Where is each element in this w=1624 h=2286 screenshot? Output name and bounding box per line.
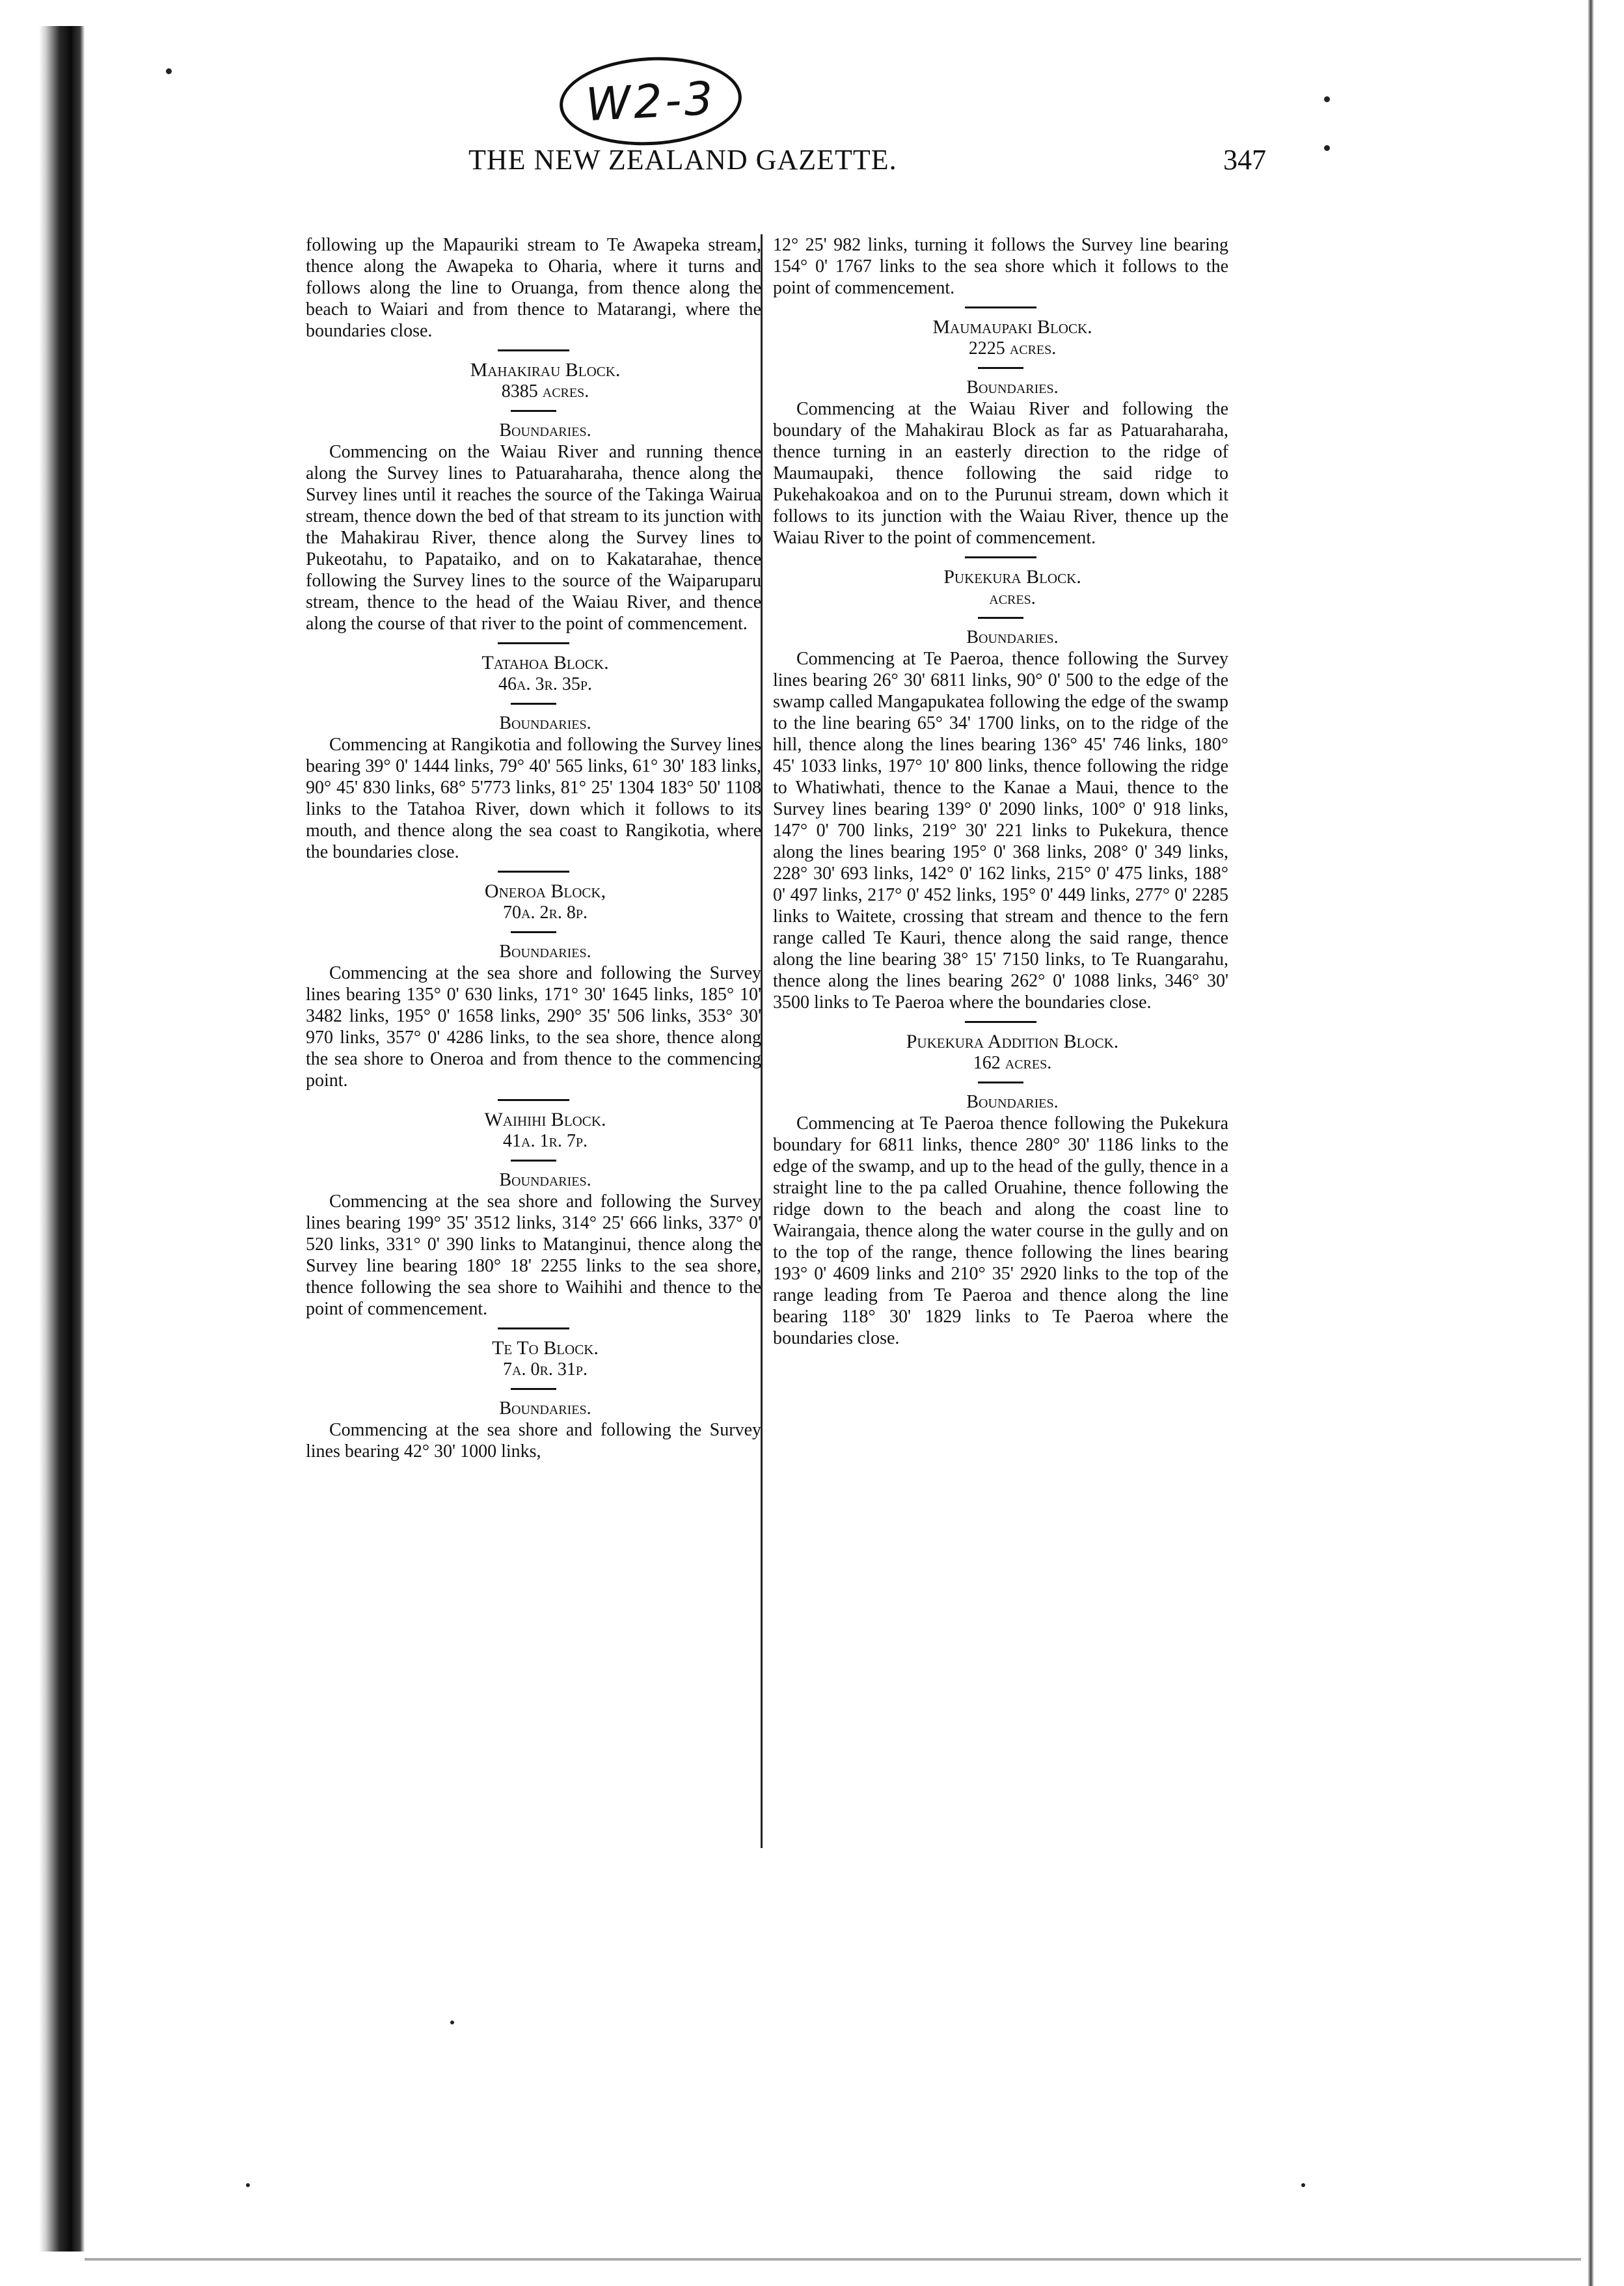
boundaries-heading: Boundaries. (499, 713, 591, 733)
page-binding-shadow (39, 26, 85, 2252)
block-area: 46a. 3r. 35p. (498, 674, 592, 694)
speck (450, 2021, 454, 2024)
block-title-te-to: Te To Block. (492, 1337, 599, 1359)
boundary-description: Commencing at the sea shore and following the Survey lines bearing 135° 0' 630 links, 171° 30' 1645 links, 185° 10' 3482 links, 195° 0' 1658 links, 290° 35' 506 links, 353° 30' 970 links, 357° 0' 4286 links, to the sea shore, thence along the sea shore to Oneroa and from thence to the commencing point. (306, 963, 761, 1091)
block-title-waihihi: Waihihi Block. (484, 1109, 606, 1130)
section-rule (965, 1021, 1036, 1023)
block-title-mahakirau: Mahakirau Block. (470, 359, 621, 381)
left-column (306, 234, 761, 1462)
section-rule (498, 1099, 569, 1101)
boundary-description: Commencing at the sea shore and following the Survey lines bearing 42° 30' 1000 links, (306, 1420, 761, 1462)
boundary-description: Commencing on the Waiau River and running thence along the Survey lines to Patuaraharaha, thence along the Survey lines until it reaches the source of the Takinga Wairua stream, thence down the bed of that stream to its junction with the Mahakirau River, thence along the Survey lines to Pukeotahu, to Papataiko, and on to Kakatarahae, thence following the Survey lines to the source of the Waiparuparu stream, thence to the head of the Waiau River, and thence along the course of that river to the point of commencement. (306, 442, 761, 634)
boundary-description: Commencing at Te Paeroa, thence following the Survey lines bearing 26° 30' 6811 links, 90° 0' 500 to the edge of the swamp called Mangapukatea following the edge of the swamp to the line bearing 65° 34' 1700 links, on to the ridge of the hill, thence along the lines bearing 136° 45' 746 links, 180° 45' 1033 links, 197° 10' 800 links, thence following the ridge to Whatiwhati, thence to the Kanae a Maui, thence to the Survey lines bearing 139° 0' 2090 links, 100° 0' 918 links, 147° 0' 700 links, 219° 30' 221 links to Pukekura, thence along the lines bearing 195° 0' 368 links, 208° 0' 349 links, 228° 30' 693 links, 142° 0' 162 links, 215° 0' 475 links, 188° 0' 497 links, 217° 0' 452 links, 195° 0' 449 links, 277° 0' 2285 links to Waitete, crossing that stream and thence to the fern range called Te Kauri, thence along the said range, thence along the line bearing 38° 15' 7150 links, to Te Ruangarahu, thence along the lines bearing 262° 0' 1088 links, 346° 30' 3500 links to Te Paeroa where the boundaries close. (773, 649, 1228, 1013)
continuation-paragraph: following up the Mapauriki stream to Te Awapeka stream, thence along the Awapeka to Oharia, where it turns and follows along the line to Oruanga, from thence along the beach to Waiari and from thence to Matarangi, where the boundaries close. (306, 235, 761, 341)
boundary-description: Commencing at Rangikotia and following the Survey lines bearing 39° 0' 1444 links, 79° 40' 565 links, 61° 30' 183 links, 90° 45' 830 links, 68° 5'773 links, 81° 25' 1304 183° 50' 1108 links to the Tatahoa River, down which it follows to its mouth, and thence along the sea coast to Rangikotia, where the boundaries close. (306, 735, 761, 862)
section-rule (978, 367, 1023, 369)
block-area: 70a. 2r. 8p. (503, 903, 588, 923)
section-rule (511, 931, 556, 933)
block-title-pukekura: Pukekura Block. (943, 566, 1081, 588)
block-area: 162 acres. (973, 1053, 1052, 1073)
block-title-maumaupaki: Maumaupaki Block. (932, 316, 1092, 338)
boundaries-heading: Boundaries. (966, 1092, 1059, 1112)
section-rule (498, 871, 569, 873)
speck (166, 68, 172, 74)
boundaries-heading: Boundaries. (966, 377, 1059, 398)
block-area: acres. (989, 588, 1036, 608)
boundary-description: Commencing at the Waiau River and following the boundary of the Mahakirau Block as far as Patuaraharaha, thence turning in an easterly direction to the ridge of Maumaupaki, thence following the said ridge to Pukehakoakoa and on to the Purunui stream, down which it follows to its junction with the Waiau River, thence up the Waiau River to the point of commencement. (773, 399, 1228, 548)
section-rule (978, 1082, 1023, 1083)
block-title-pukekura-addition: Pukekura Addition Block. (906, 1031, 1119, 1052)
speck (1324, 96, 1330, 102)
boundaries-heading: Boundaries. (499, 942, 591, 962)
section-rule (965, 306, 1036, 308)
boundaries-heading: Boundaries. (499, 1170, 591, 1190)
block-title-tatahoa: Tatahoa Block. (481, 652, 609, 674)
page-right-edge (1588, 0, 1594, 2286)
section-rule (498, 349, 569, 351)
section-rule (498, 642, 569, 644)
page-title: THE NEW ZEALAND GAZETTE. (468, 144, 897, 176)
section-rule (511, 703, 556, 705)
section-rule (965, 556, 1036, 558)
boundaries-heading: Boundaries. (499, 420, 591, 441)
boundaries-heading: Boundaries. (499, 1398, 591, 1419)
page-bottom-edge (85, 2258, 1581, 2261)
section-rule (978, 617, 1023, 619)
section-rule (511, 410, 556, 412)
speck (1324, 145, 1330, 151)
right-column (773, 234, 1228, 1349)
block-title-oneroa: Oneroa Block, (484, 880, 606, 902)
section-rule (498, 1327, 569, 1329)
block-area: 7a. 0r. 31p. (503, 1359, 588, 1380)
archive-stamp: W2-3 (558, 53, 744, 150)
block-area: 8385 acres. (501, 381, 589, 401)
block-area: 41a. 1r. 7p. (503, 1131, 588, 1151)
boundary-description: Commencing at Te Paeroa thence following the Pukekura boundary for 6811 links, thence 280° 30' 1186 links to the edge of the swamp, and up to the head of the gully, thence in a straight line to the pa called Oruahine, thence following the ridge down to the beach and along the coast line to Wairangaia, thence along the water course in the gully and on to the top of the range, thence following the lines bearing 193° 0' 4609 links and 210° 35' 2920 links to the top of the range leading from Te Paeroa and thence along the line bearing 118° 30' 1829 links to Te Paeroa where the boundaries close. (773, 1113, 1228, 1348)
boundary-description: Commencing at the sea shore and following the Survey lines bearing 199° 35' 3512 links, 314° 25' 666 links, 337° 0' 520 links, 331° 0' 390 links to Matanginui, thence along the Survey line bearing 180° 18' 2255 links to the sea shore, thence following the sea shore to Waihihi and thence to the point of commencement. (306, 1191, 761, 1319)
section-rule (511, 1388, 556, 1390)
page-number: 347 (1223, 144, 1266, 176)
speck (1301, 2183, 1305, 2187)
boundaries-heading: Boundaries. (966, 627, 1059, 647)
continuation-paragraph: 12° 25' 982 links, turning it follows the Survey line bearing 154° 0' 1767 links to the sea shore which it follows to the point of commencement. (773, 235, 1228, 298)
block-area: 2225 acres. (968, 338, 1057, 359)
speck (246, 2183, 250, 2187)
section-rule (511, 1160, 556, 1162)
